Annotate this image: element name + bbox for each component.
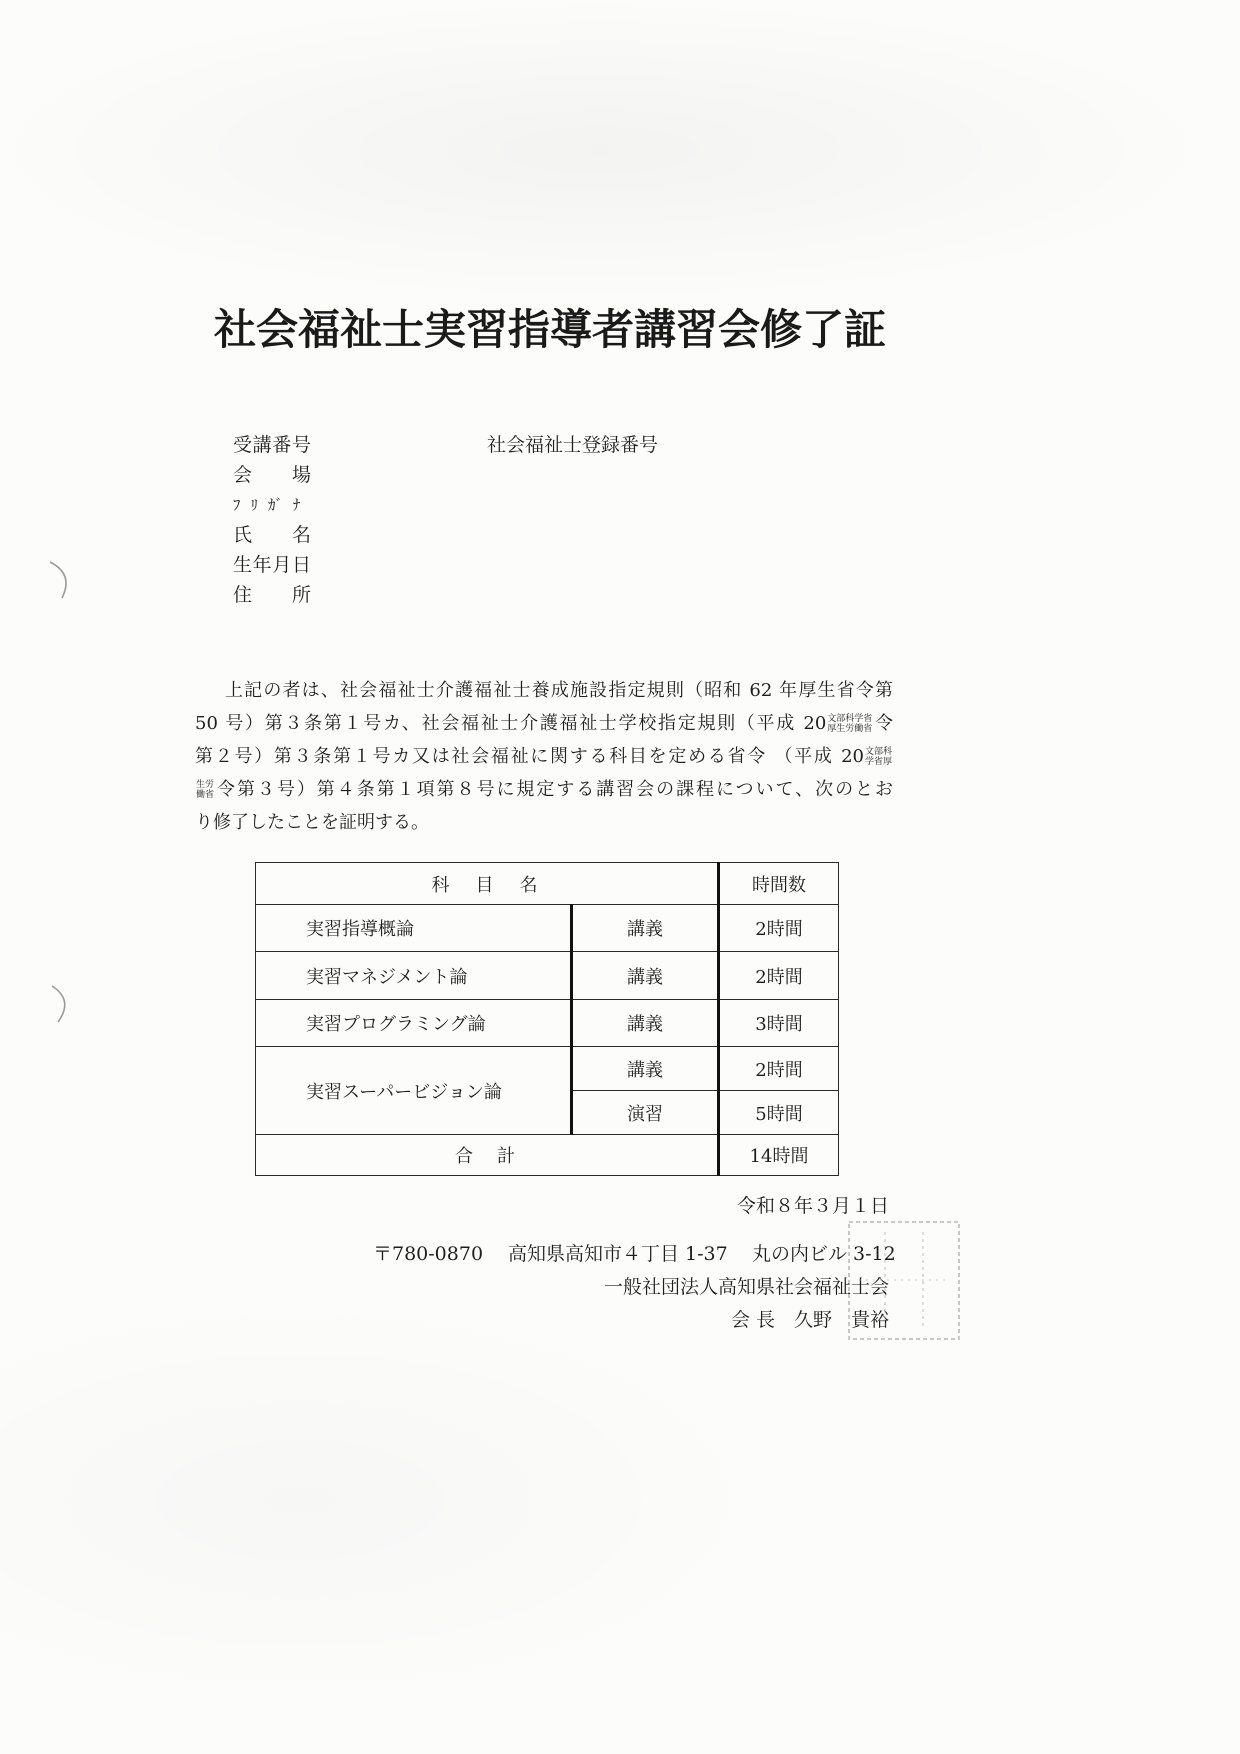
paragraph-text: り修了したことを証明する。 xyxy=(195,812,429,833)
seal-stamp xyxy=(845,1218,963,1343)
session-type: 講義 xyxy=(572,1000,719,1047)
stacked-top-text: 文部科 xyxy=(864,747,892,757)
hours-header: 時間数 xyxy=(719,863,839,905)
total-hours: 14時間 xyxy=(719,1135,839,1176)
table-total-row xyxy=(256,1135,839,1176)
certification-paragraph xyxy=(195,674,893,839)
certificate-title: 社会福祉士実習指導者講習会修了証 xyxy=(213,305,886,354)
subject-name-header: 科 目 名 xyxy=(256,863,719,905)
table-row xyxy=(256,1000,839,1047)
paragraph-text: 上記の者は、社会福祉士介護福祉士養成施設指定規則（昭和 62 年厚生省令第 xyxy=(225,680,893,701)
paragraph-text: 令 xyxy=(873,713,893,734)
session-type: 演習 xyxy=(572,1091,719,1135)
reception-number-label: 受講番号 xyxy=(233,434,311,456)
ministry-stacked-note xyxy=(827,714,872,734)
ministry-stacked-note xyxy=(196,780,214,800)
representative-name: 会 長 久野 貴裕 xyxy=(730,1309,889,1331)
postal-code: 〒780-0870 xyxy=(373,1243,484,1265)
session-hours: 5時間 xyxy=(719,1091,839,1135)
address-label: 住 所 xyxy=(233,584,311,606)
session-hours: 2時間 xyxy=(719,905,839,952)
ministry-stacked-note xyxy=(865,747,892,767)
subject-hours-table xyxy=(255,862,839,1176)
paragraph-text: 第２号）第３条第１号カ又は社会福祉に関する科目を定める省令 （平成 20 xyxy=(195,746,864,767)
paragraph-line xyxy=(195,773,893,806)
punch-hole-mark xyxy=(40,558,84,602)
table-row xyxy=(256,952,839,1000)
total-label: 合 計 xyxy=(256,1135,719,1176)
table-row xyxy=(256,905,839,952)
paragraph-line xyxy=(195,806,893,839)
subject-name: 実習スーパービジョン論 xyxy=(256,1047,572,1135)
subject-name: 実習マネジメント論 xyxy=(256,952,572,1000)
session-type: 講義 xyxy=(572,905,719,952)
field-labels xyxy=(233,430,333,610)
paragraph-line xyxy=(195,707,893,740)
issue-date: 令和８年３月１日 xyxy=(736,1195,889,1217)
stacked-top-text: 文部科学省 xyxy=(827,714,873,724)
punch-hole-mark xyxy=(40,982,84,1026)
venue-label: 会 場 xyxy=(233,464,311,486)
stacked-top-text: 生労 xyxy=(196,780,215,790)
paragraph-line xyxy=(195,740,893,773)
name-label: 氏 名 xyxy=(233,524,311,546)
paragraph-line xyxy=(195,674,893,707)
subject-name: 実習プログラミング論 xyxy=(256,1000,572,1047)
paragraph-text: 令第３号）第４条第１項第８号に規定する講習会の課程について、次のとお xyxy=(215,779,893,800)
birthdate-label: 生年月日 xyxy=(233,554,311,576)
table-header-row xyxy=(256,863,839,905)
street-address: 高知県高知市４丁目 1-37 xyxy=(508,1243,728,1265)
subject-name: 実習指導概論 xyxy=(256,905,572,952)
session-type: 講義 xyxy=(572,1047,719,1091)
organization-name: 一般社団法人高知県社会福祉士会 xyxy=(603,1276,889,1298)
stacked-bottom-text: 学省厚 xyxy=(864,757,892,767)
session-hours: 2時間 xyxy=(719,1047,839,1091)
paragraph-text: 50 号）第３条第１号カ、社会福祉士介護福祉士学校指定規則（平成 20 xyxy=(195,713,827,734)
registration-number-label: 社会福祉士登録番号 xyxy=(487,434,659,456)
building-name: 丸の内ビル 3-12 xyxy=(752,1243,896,1265)
table-row xyxy=(256,1047,839,1091)
stacked-bottom-text: 厚生労働省 xyxy=(827,724,873,734)
session-hours: 2時間 xyxy=(719,952,839,1000)
session-type: 講義 xyxy=(572,952,719,1000)
stacked-bottom-text: 働省 xyxy=(196,790,215,800)
furigana-label: ﾌﾘｶﾞﾅ xyxy=(233,496,311,514)
session-hours: 3時間 xyxy=(719,1000,839,1047)
